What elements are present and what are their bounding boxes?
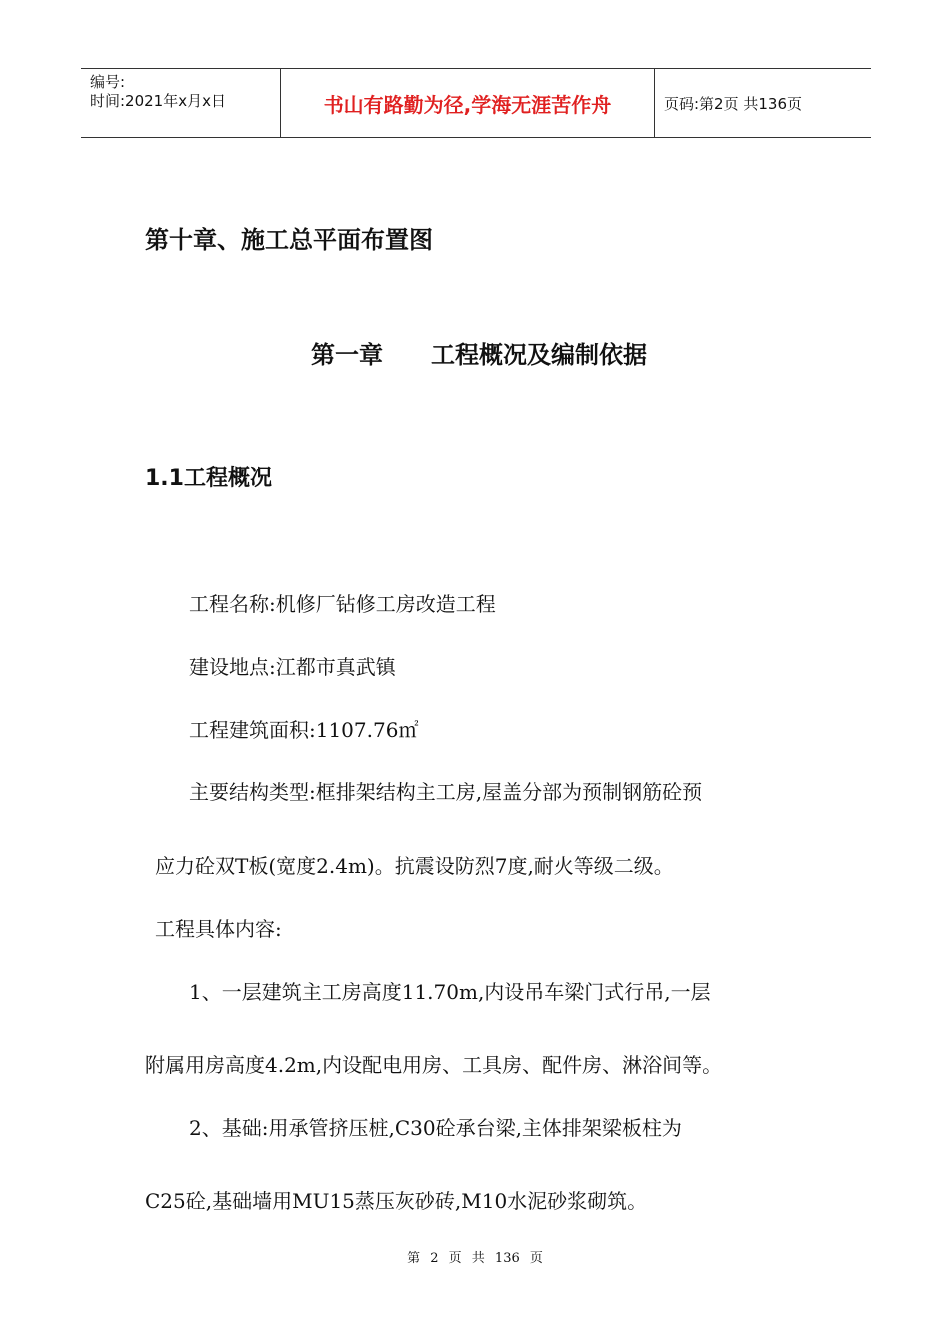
header-motto: 书山有路勤为径,学海无涯苦作舟 [281,69,655,137]
project-name-line: 工程名称:机修厂钻修工房改造工程 [189,592,496,616]
item2-line-1: 2、基础:用承管挤压桩,C30砼承台梁,主体排架梁板柱为 [189,1116,682,1140]
page-header [81,68,871,138]
document-time-label: 时间:2021年x月x日 [90,92,226,110]
structure-type-line-1: 主要结构类型:框排架结构主工房,屋盖分部为预制钢筋砼预 [189,780,703,804]
document-number-label: 编号: [90,73,126,91]
project-location-line: 建设地点:江都市真武镇 [189,655,396,679]
item1-line-2: 附属用房高度4.2m,内设配电用房、工具房、配件房、淋浴间等。 [145,1053,723,1077]
item1-line-1: 1、一层建筑主工房高度11.70m,内设吊车梁门式行吊,一层 [189,980,711,1004]
content-heading-line: 工程具体内容: [155,917,282,941]
page-footer: 第 2 页 共 136 页 [407,1251,543,1266]
header-page-info: 页码:第2页 共136页 [664,94,802,113]
chapter10-title: 第十章、施工总平面布置图 [145,226,433,254]
structure-type-line-2: 应力砼双T板(宽度2.4m)。抗震设防烈7度,耐火等级二级。 [155,854,674,878]
section-title: 1.1工程概况 [145,466,272,491]
item2-line-2: C25砼,基础墙用MU15蒸压灰砂砖,M10水泥砂浆砌筑。 [145,1189,648,1213]
chapter1-title: 第一章 工程概况及编制依据 [311,341,647,369]
header-meta [81,69,281,137]
project-area-line: 工程建筑面积:1107.76㎡ [189,718,419,742]
